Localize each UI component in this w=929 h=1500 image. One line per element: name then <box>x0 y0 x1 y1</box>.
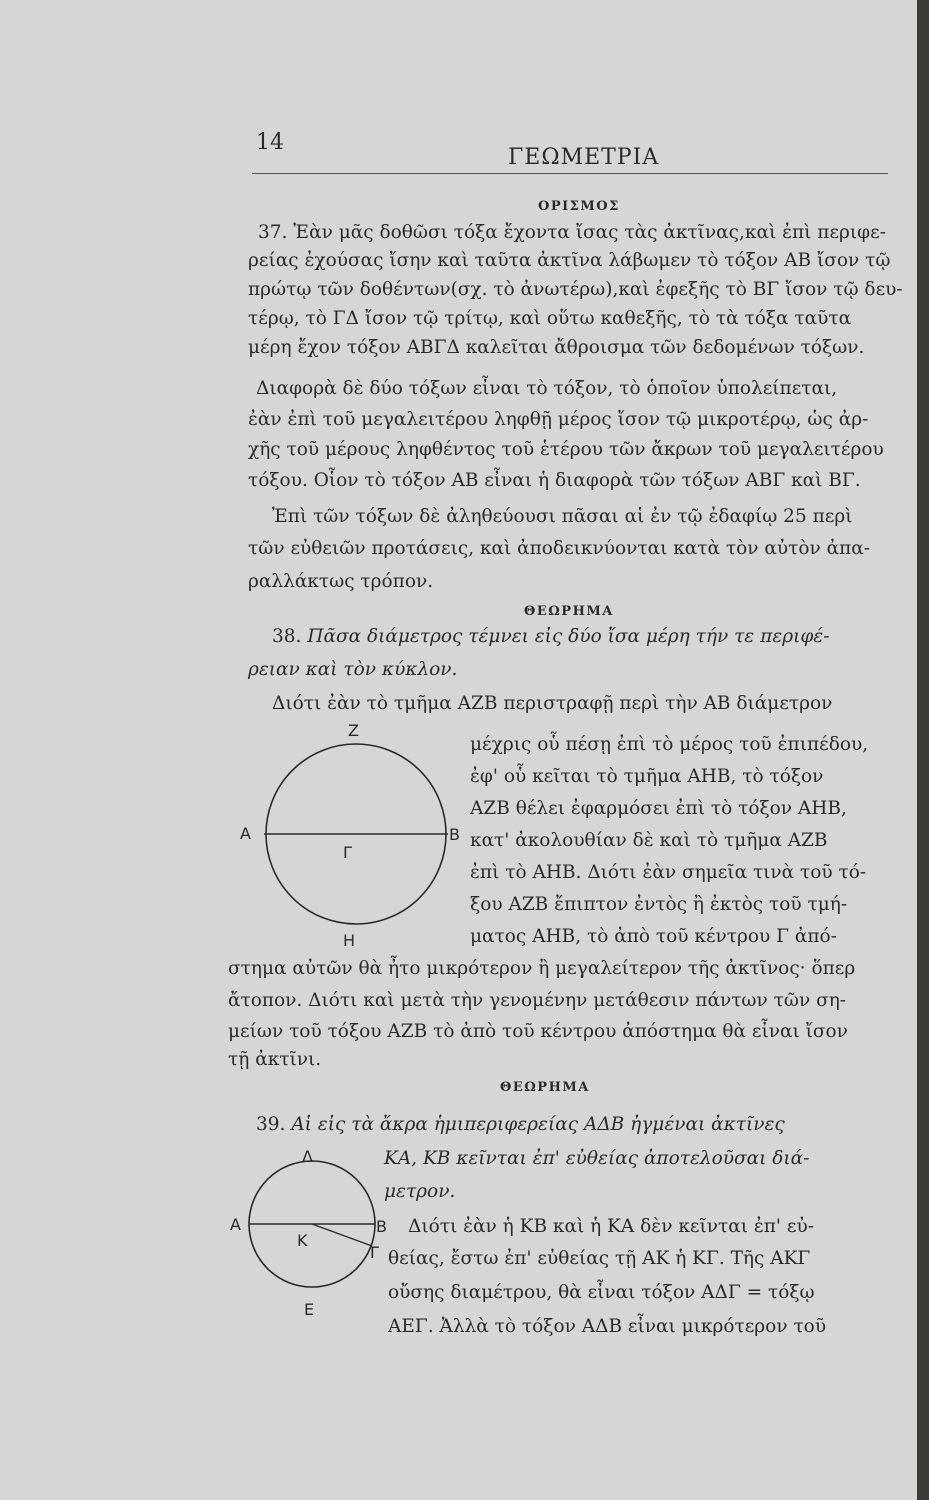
fig39-label-top: Δ <box>302 1147 313 1166</box>
fig38-label-center: Γ <box>343 843 352 862</box>
fig39-radius-kg <box>312 1224 372 1246</box>
figure-39-circle-diagram <box>226 1148 396 1318</box>
theorem-39-statement-3: μετρον. <box>384 1181 456 1202</box>
theorem-39-statement-1 <box>256 1114 785 1136</box>
theorem-39-statement-text-1: Αἱ εἰς τὰ ἄκρα ἡμιπεριφερείας ΑΔΒ ἠγμέναι ἀκτῖνες <box>291 1114 785 1135</box>
fig38-label-top: Z <box>348 721 359 740</box>
theorem-39-proof-4: ΑΕΓ. Ἀλλὰ τὸ τόξον ΑΔΒ εἶναι μικρότερον τοῦ <box>388 1316 827 1337</box>
theorem-38-proof-full-1: στημα αὐτῶν θὰ ἦτο μικρότερον ἢ μεγαλείτερον τῆς ἀκτῖνος· ὅπερ <box>228 958 856 979</box>
def-line-1: 37. Ἐὰν μᾶς δοθῶσι τόξα ἔχοντα ἴσας τὰς ἀκτῖνας,καὶ ἐπὶ περιφε- <box>258 222 886 243</box>
def-line-5: μέρη ἔχον τόξον ΑΒΓΔ καλεῖται ἄθροισμα τῶν δεδομένων τόξων. <box>248 337 865 358</box>
fig38-label-bottom: H <box>343 931 356 950</box>
fig38-label-right: B <box>449 825 460 844</box>
def-line-2: ρείας ἐχούσας ἴσην καὶ ταῦτα ἀκτῖνα λάβωμεν τὸ τόξον ΑΒ ἴσον τῷ <box>248 250 891 271</box>
theorem-38-proof-right-4: κατ' ἀκολουθίαν δὲ καὶ τὸ τμῆμα ΑΖΒ <box>470 830 828 851</box>
theorem-39-proof-2: θείας, ἔστω ἐπ' εὐθείας τῇ ΑΚ ἡ ΚΓ. Τῆς ΑΚΓ <box>388 1248 811 1269</box>
def-line-3: πρώτῳ τῶν δοθέντων(σχ. τὸ ἀνωτέρω),καὶ ἐφεξῆς τὸ ΒΓ ἴσον τῷ δευ- <box>248 279 903 300</box>
def-line-12: ραλλάκτως τρόπον. <box>248 571 434 592</box>
def-line-10: Ἐπὶ τῶν τόξων δὲ ἀληθεύουσι πᾶσαι αἱ ἐν τῷ ἐδαφίῳ 25 περὶ <box>272 506 853 527</box>
theorem-38-proof-right-3: ΑΖΒ θέλει ἐφαρμόσει ἐπὶ τὸ τόξον ΑΗΒ, <box>470 798 847 819</box>
def-line-4: τέρῳ, τὸ ΓΔ ἴσον τῷ τρίτῳ, καὶ οὕτω καθεξῆς, τὸ τὰ τόξα ταῦτα <box>248 308 852 329</box>
theorem-38-proof-full-3: μείων τοῦ τόξου ΑΖΒ τὸ ἀπὸ τοῦ κέντρου ἀπόστημα θὰ εἶναι ἴσον <box>228 1021 848 1042</box>
definition-heading: ΟΡΙΣΜΟΣ <box>538 199 620 214</box>
theorem-38-proof-first: Διότι ἐὰν τὸ τμῆμα ΑΖΒ περιστραφῇ περὶ τὴν ΑΒ διάμετρον <box>272 693 833 714</box>
theorem-38-statement-1 <box>272 626 829 648</box>
theorem-38-statement-2: ρειαν καὶ τὸν κύκλον. <box>248 659 458 680</box>
page-binding-edge <box>917 0 929 1500</box>
header-rule <box>252 173 888 174</box>
running-head: ΓΕΩΜΕΤΡΙΑ <box>508 145 660 170</box>
fig39-label-center: K <box>297 1231 308 1250</box>
theorem-38-proof-full-2: ἄτοπον. Διότι καὶ μετὰ τὴν γενομένην μετάθεσιν πάντων τῶν ση- <box>228 990 847 1011</box>
theorem-39-number: 39. <box>256 1114 286 1135</box>
fig39-label-bottom: E <box>304 1300 315 1319</box>
theorem-38-statement-text-1: Πᾶσα διάμετρος τέμνει εἰς δύο ἴσα μέρη τήν τε περιφέ- <box>307 626 830 647</box>
theorem-38-proof-right-6: ξου ΑΖΒ ἔπιπτον ἐντὸς ἢ ἐκτὸς τοῦ τμή- <box>470 894 848 915</box>
theorem-38-proof-right-5: ἐπὶ τὸ ΑΗΒ. Διότι ἐὰν σημεῖα τινὰ τοῦ τό- <box>470 862 867 883</box>
fig39-label-right-b: B <box>376 1217 387 1236</box>
def-line-8: χῆς τοῦ μέρους ληφθέντος τοῦ ἑτέρου τῶν ἄκρων τοῦ μεγαλειτέρου <box>248 439 884 460</box>
fig38-label-left: A <box>240 824 251 843</box>
figure-38-circle-diagram <box>228 718 468 958</box>
fig39-label-right-g: Γ <box>370 1243 379 1262</box>
theorem-38-number: 38. <box>272 626 302 647</box>
def-line-9: τόξου. Οἷον τὸ τόξον ΑΒ εἶναι ἡ διαφορὰ τῶν τόξων ΑΒΓ καὶ ΒΓ. <box>248 470 861 491</box>
def-line-7: ἐὰν ἐπὶ τοῦ μεγαλειτέρου ληφθῇ μέρος ἴσον τῷ μικροτέρῳ, ὡς ἀρ- <box>248 409 869 430</box>
theorem-39-proof-3: οὔσης διαμέτρου, θὰ εἶναι τόξον ΑΔΓ = τόξῳ <box>388 1282 815 1303</box>
def-line-11: τῶν εὐθειῶν προτάσεις, καὶ ἀποδεικνύονται κατὰ τὸν αὐτὸν ἀπα- <box>248 538 871 559</box>
theorem-38-proof-right-1: μέχρις οὗ πέσῃ ἐπὶ τὸ μέρος τοῦ ἐπιπέδου, <box>470 734 869 755</box>
theorem-38-proof-right-2: ἐφ' οὗ κεῖται τὸ τμῆμα ΑΗΒ, τὸ τόξον <box>470 766 824 787</box>
fig39-label-left: A <box>230 1215 241 1234</box>
theorem-38-proof-right-7: ματος ΑΗΒ, τὸ ἀπὸ τοῦ κέντρου Γ ἀπό- <box>470 926 837 947</box>
theorem-39-proof-1: Διότι ἐὰν ἡ ΚΒ καὶ ἡ ΚΑ δὲν κεῖνται ἐπ' εὐ- <box>408 1216 814 1237</box>
theorem-39-statement-2: ΚΑ, ΚΒ κεῖνται ἐπ' εὐθείας ἀποτελοῦσαι διά- <box>384 1148 810 1169</box>
theorem-38-heading: ΘΕΩΡΗΜΑ <box>524 604 614 619</box>
def-line-6: Διαφορὰ δὲ δύο τόξων εἶναι τὸ τόξον, τὸ ὁποῖον ὑπολείπεται, <box>256 378 838 399</box>
theorem-39-heading: ΘΕΩΡΗΜΑ <box>500 1080 590 1095</box>
page-number: 14 <box>256 130 284 155</box>
theorem-38-proof-full-4: τῇ ἀκτῖνι. <box>228 1049 322 1070</box>
